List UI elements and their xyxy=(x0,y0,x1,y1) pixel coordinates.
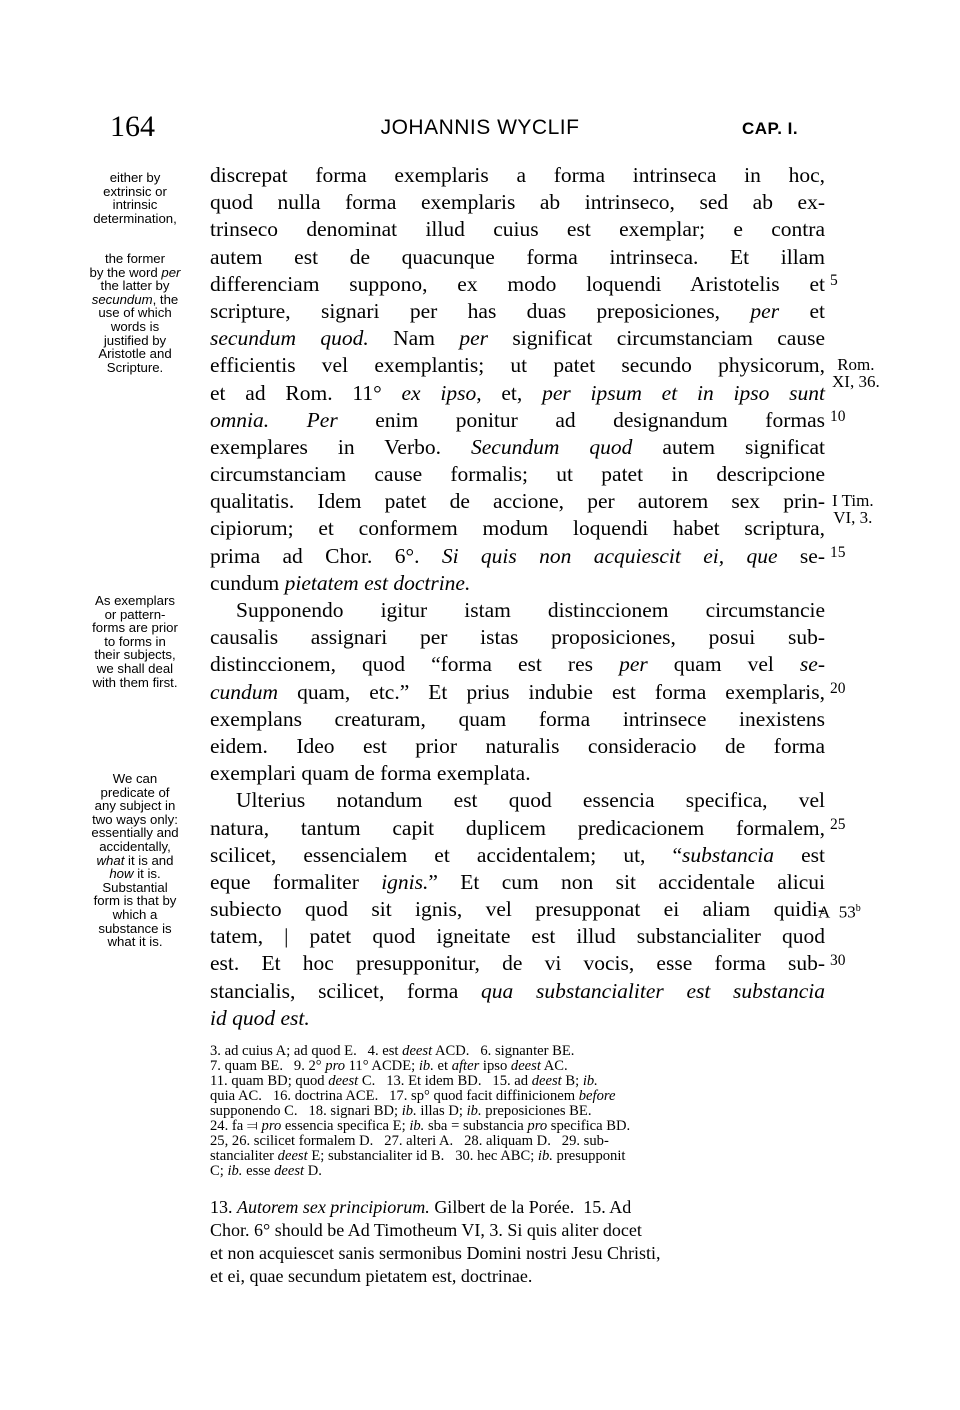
margin-ref-line: I Tim. xyxy=(832,491,874,510)
variant-note-line: 25, 26. scilicet formalem D. 27. alteri A. 28. aliquam D. 29. sub- xyxy=(210,1133,609,1149)
side-note-line: words is xyxy=(110,318,160,334)
side-note-line: form is that by xyxy=(93,893,177,909)
side-note-line: Scripture. xyxy=(106,359,164,375)
running-title: JOHANNIS WYCLIF xyxy=(380,116,580,139)
margin-ref-line: XI, 36. xyxy=(832,372,880,391)
side-note-line: to forms in xyxy=(104,633,166,649)
variant-note-line: 7. quam BE. 9. 2° pro 11° ACDE; ib. et after ipso deest AC. xyxy=(210,1058,568,1074)
margin-ref-folio xyxy=(818,900,861,921)
side-note-italic: how xyxy=(109,866,134,882)
variant-note-line: stancialiter deest E; substancialiter id B. 30. hec ABC; ib. presupponit xyxy=(210,1148,626,1164)
variant-notes xyxy=(210,1044,812,1179)
side-note-line: substance is xyxy=(98,920,172,936)
text-line: scripture, signari per has duas preposiciones, per et xyxy=(210,298,825,323)
side-note-exemplars xyxy=(62,594,208,689)
text-line: exemplari quam de forma exemplata. xyxy=(210,761,531,786)
text-line: scilicet, essencialem et accidentalem; ut, “substancia est xyxy=(210,842,825,867)
commentary-line: et ei, quae secundum pietatem est, doctrinae. xyxy=(210,1266,533,1286)
line-number: 30 xyxy=(830,952,846,969)
variant-note-line: 24. fa ⫤ pro essencia specifica E; ib. sba = substancia pro specifica BD. xyxy=(210,1118,631,1134)
text-line: exemplares in Verbo. Secundum quod autem significat xyxy=(210,434,825,459)
margin-ref-line: Rom. xyxy=(837,355,875,374)
line-number: 20 xyxy=(830,680,846,697)
main-text xyxy=(210,162,825,1032)
side-note-line: determination, xyxy=(93,210,177,226)
side-note-line: by the word per xyxy=(89,264,181,280)
text-line: id quod est. xyxy=(210,1005,310,1030)
chapter-label: CAP. I. xyxy=(742,119,799,138)
side-note-predicate xyxy=(62,772,208,949)
text-line: exemplans creaturam, quam forma intrinsece inexistens xyxy=(210,706,825,731)
text-line: secundum quod. Nam per significat circumstanciam cause xyxy=(210,326,826,351)
side-note-line: intrinsic xyxy=(112,197,158,213)
side-note-line: We can xyxy=(112,771,158,786)
text-line: natura, tantum capit duplicem predicacionem formalem, xyxy=(210,815,825,840)
text-line: autem est de quacunque forma intrinseca. Et illam xyxy=(210,244,825,269)
text-line: cipiorum; et conformem modum loquendi habet scriptura, xyxy=(210,516,825,541)
side-note-line: or pattern- xyxy=(104,606,166,622)
side-note-line: accidentally, xyxy=(99,838,171,854)
margin-ref-line: A 53$^b$ xyxy=(818,902,861,922)
side-note-line: any subject in xyxy=(94,798,176,814)
variant-note-line: 3. ad cuius A; ad quod E. 4. est deest ACD. 6. signanter BE. xyxy=(210,1043,575,1059)
side-note-line: secundum, the xyxy=(91,291,179,307)
side-note-line: what it is. xyxy=(107,934,163,950)
side-note-line xyxy=(62,252,208,266)
text-line: et ad Rom. 11° ex ipso, et, per ipsum et in ipso sunt xyxy=(210,380,825,405)
variant-note-line: quia AC. 16. doctrina ACE. 17. sp° quod facit diffinicionem before xyxy=(210,1088,616,1104)
side-note-italic: what xyxy=(96,852,125,868)
side-note-line: which a xyxy=(112,906,158,922)
variant-note-line: supponendo C. 18. signari BD; ib. illas D; ib. preposiciones BE. xyxy=(210,1103,592,1119)
side-note-line: essentially and xyxy=(91,825,179,841)
side-note-per-secundum xyxy=(62,252,208,374)
side-note-line: their subjects, xyxy=(94,647,176,663)
side-note-line: we shall deal xyxy=(96,660,174,676)
text-line: quod nulla forma exemplaris ab intrinseco, sed ab ex- xyxy=(210,190,825,215)
side-note-line: use of which xyxy=(98,305,172,321)
text-line: efficientis vel exemplantis; ut patet secundo physicorum, xyxy=(210,353,825,378)
text-line: stancialis, scilicet, forma qua substancialiter est substancia xyxy=(210,978,825,1003)
text-line: Supponendo igitur istam distinccionem circumstancie xyxy=(236,598,825,622)
side-note-line: As exemplars xyxy=(95,593,175,608)
side-note-italic: per xyxy=(161,264,181,280)
text-line: trinseco denominat illud cuius est exemplar; e contra xyxy=(210,217,825,242)
side-note-determination xyxy=(62,171,208,225)
text-line: subiecto quod sit ignis, vel presupponat ei aliam quidi- xyxy=(210,897,825,922)
text-line: qualitatis. Idem patet de accione, per autorem sex prin- xyxy=(210,489,825,514)
side-note-line: two ways only: xyxy=(92,811,178,827)
text-line: circumstanciam cause formalis; ut patet in descripcione xyxy=(210,462,825,487)
line-number: 15 xyxy=(830,544,846,561)
text-line: distinccionem, quod “forma est res per quam vel se- xyxy=(210,652,825,677)
margin-ref-timothy xyxy=(832,492,874,526)
side-note-line: how it is. xyxy=(109,866,161,882)
text-line: causalis assignari per istas proposiciones, posui sub- xyxy=(210,625,825,650)
side-note-line: forms are prior xyxy=(92,620,178,636)
side-note-line: justified by xyxy=(103,332,167,348)
commentary-note xyxy=(210,1196,810,1288)
side-note-italic: secundum xyxy=(91,291,153,307)
text-line: omnia. Per enim ponitur ad designandum formas xyxy=(210,407,825,432)
text-line: tatem, | patet quod igneitate est illud substancialiter quod xyxy=(210,924,825,949)
side-note-line: the latter by xyxy=(100,278,170,294)
text-line: eque formaliter ignis.” Et cum non sit accidentale alicui xyxy=(210,869,826,894)
commentary-line: 13. Autorem sex principiorum. Gilbert de la Porée. 15. Ad xyxy=(210,1197,632,1217)
variant-note-line: C; ib. esse deest D. xyxy=(210,1163,322,1179)
text-line: differenciam suppono, ex modo loquendi Aristotelis et xyxy=(210,271,825,296)
margin-ref-line: VI, 3. xyxy=(833,508,873,527)
text-line: est. Et hoc presupponitur, de vi vocis, esse forma sub- xyxy=(210,951,825,976)
text-line: Ulterius notandum est quod essencia specifica, vel xyxy=(236,788,825,813)
page-number: 164 xyxy=(110,110,155,143)
text-line: discrepat forma exemplaris a forma intrinseca in hoc, xyxy=(210,163,825,187)
side-note-line: with them first. xyxy=(92,674,178,690)
variant-note-line: 11. quam BD; quod deest C. 13. Et idem BD. 15. ad deest B; ib. xyxy=(210,1073,598,1089)
side-note-line: Substantial xyxy=(102,879,168,895)
line-number: 10 xyxy=(830,408,846,425)
commentary-line: Chor. 6° should be Ad Timotheum VI, 3. Si quis aliter docet xyxy=(210,1220,642,1240)
side-note-line: either by xyxy=(109,170,161,185)
side-note-line: what it is and xyxy=(96,852,174,868)
commentary-line: et non acquiescet sanis sermonibus Domini nostri Jesu Christi, xyxy=(210,1243,661,1263)
text-line: cundum pietatem est doctrine. xyxy=(210,570,471,595)
line-number: 25 xyxy=(830,816,846,833)
side-note-line: extrinsic or xyxy=(103,183,167,199)
margin-ref-romans xyxy=(832,356,880,390)
side-note-text: the former xyxy=(104,251,166,266)
side-note-line: Aristotle and xyxy=(98,346,172,362)
side-note-line: predicate of xyxy=(100,784,170,800)
line-number: 5 xyxy=(830,272,838,289)
text-line: prima ad Chor. 6°. Si quis non acquiescit ei, que se- xyxy=(210,543,825,568)
text-line: eidem. Ideo est prior naturalis consideracio de forma xyxy=(210,733,825,758)
text-line: cundum quam, etc.” Et prius indubie est forma exemplaris, xyxy=(210,679,825,704)
